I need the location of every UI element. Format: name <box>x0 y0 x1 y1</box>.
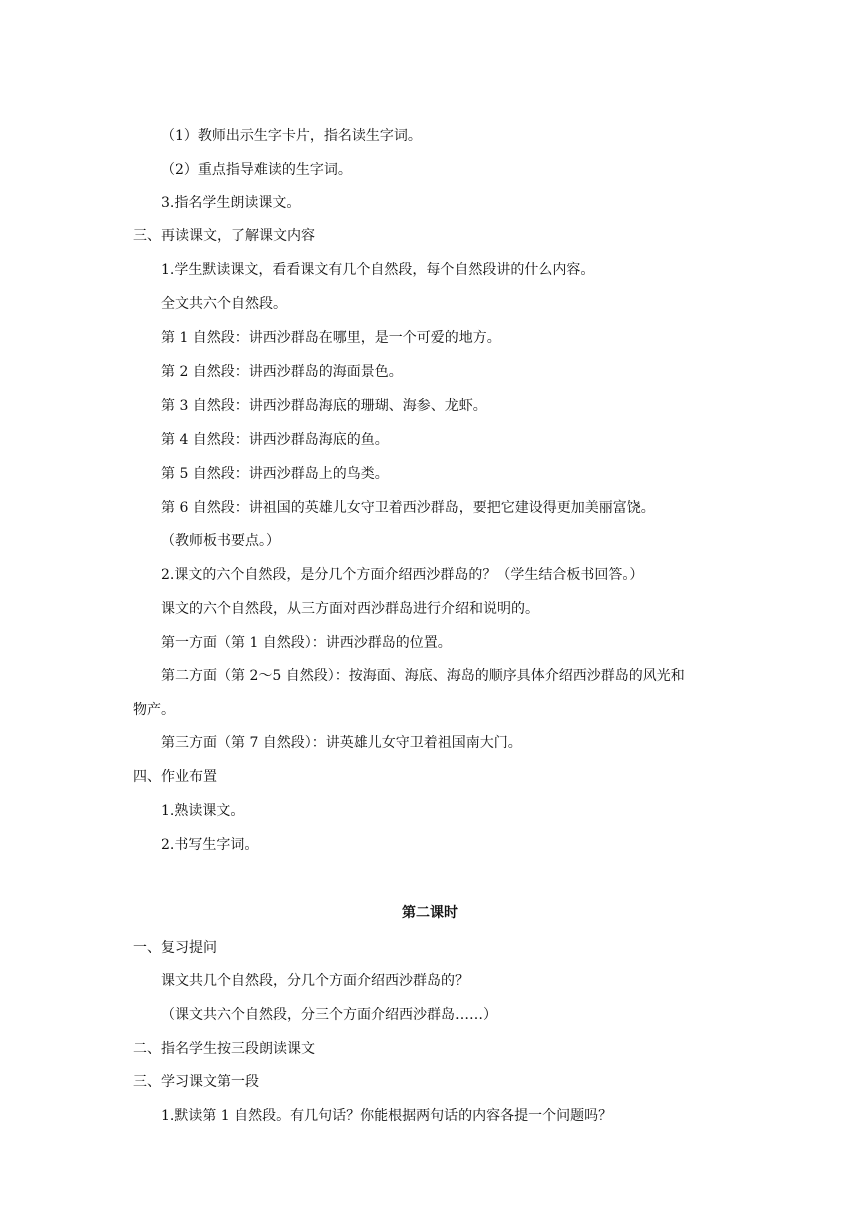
text-line: 物产。 <box>133 702 175 718</box>
section-heading: 二、指名学生按三段朗读课文 <box>133 1041 315 1057</box>
lesson-title: 第二课时 <box>402 905 458 921</box>
text-line: 1.熟读课文。 <box>161 803 245 819</box>
text-line: 全文共六个自然段。 <box>161 296 287 312</box>
section-heading: 四、作业布置 <box>133 769 217 785</box>
text-line: 课文的六个自然段，从三方面对西沙群岛进行介绍和说明的。 <box>161 601 539 617</box>
text-line: 第三方面（第 7 自然段）：讲英雄儿女守卫着祖国南大门。 <box>161 735 522 751</box>
text-line: 第二方面（第 2～5 自然段）：按海面、海底、海岛的顺序具体介绍西沙群岛的风光和 <box>161 668 685 684</box>
text-line: 第 3 自然段：讲西沙群岛海底的珊瑚、海参、龙虾。 <box>161 398 487 414</box>
text-line: 第一方面（第 1 自然段）：讲西沙群岛的位置。 <box>161 635 452 651</box>
text-line: 2.课文的六个自然段，是分几个方面介绍西沙群岛的？（学生结合板书回答。） <box>161 567 644 583</box>
text-line: 3.指名学生朗读课文。 <box>161 195 301 211</box>
text-line: （课文共六个自然段，分三个方面介绍西沙群岛……） <box>161 1007 497 1023</box>
text-line: 课文共几个自然段，分几个方面介绍西沙群岛的？ <box>161 973 469 989</box>
text-line: 第 1 自然段：讲西沙群岛在哪里，是一个可爱的地方。 <box>161 330 501 346</box>
text-line: （教师板书要点。） <box>161 533 280 549</box>
text-line: （2）重点指导难读的生字词。 <box>161 162 352 178</box>
section-heading: 一、复习提问 <box>133 940 217 956</box>
text-line: 2.书写生字词。 <box>161 837 259 853</box>
section-heading: 三、再读课文，了解课文内容 <box>133 228 315 244</box>
text-line: 第 4 自然段：讲西沙群岛海底的鱼。 <box>161 432 389 448</box>
text-line: 第 2 自然段：讲西沙群岛的海面景色。 <box>161 364 403 380</box>
text-line: 第 5 自然段：讲西沙群岛上的鸟类。 <box>161 466 389 482</box>
text-line: （1）教师出示生字卡片，指名读生字词。 <box>161 128 422 144</box>
text-line: 第 6 自然段：讲祖国的英雄儿女守卫着西沙群岛，要把它建设得更加美丽富饶。 <box>161 500 655 516</box>
section-heading: 三、学习课文第一段 <box>133 1074 259 1090</box>
text-line: 1.默读第 1 自然段。有几句话？你能根据两句话的内容各提一个问题吗？ <box>161 1108 613 1124</box>
text-line: 1.学生默读课文，看看课文有几个自然段，每个自然段讲的什么内容。 <box>161 262 595 278</box>
